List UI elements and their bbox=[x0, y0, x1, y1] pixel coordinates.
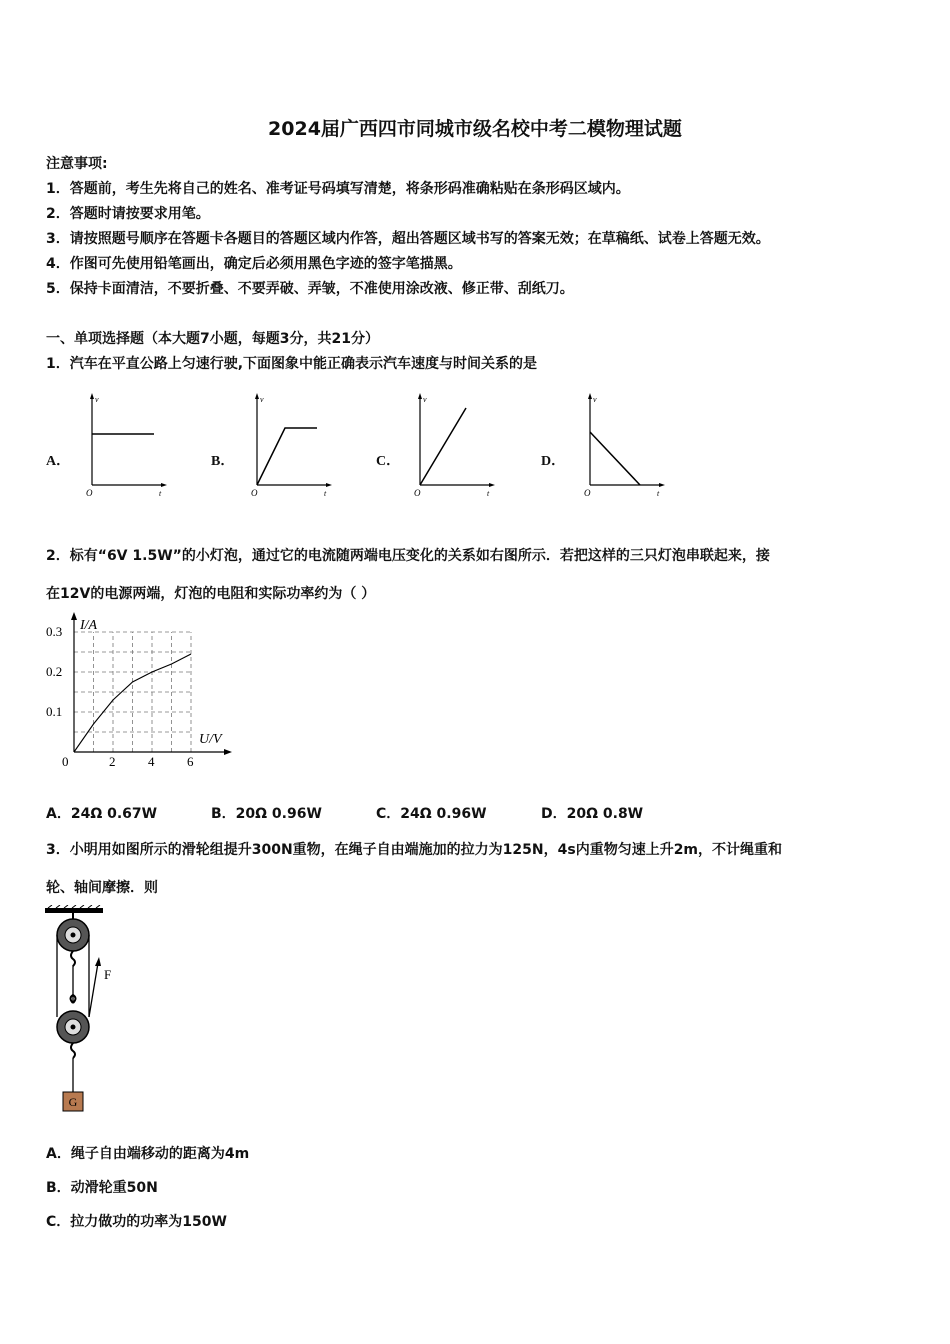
x-axis-arrow bbox=[224, 749, 232, 755]
chart-grid bbox=[74, 632, 191, 752]
notice-item: 2．答题时请按要求用笔。 bbox=[46, 206, 210, 222]
q1-graph-a bbox=[80, 390, 170, 502]
notice-item: 5．保持卡面清洁，不要折叠、不要弄破、弄皱，不准使用涂改液、修正带、刮纸刀。 bbox=[46, 281, 574, 297]
force-label: F bbox=[104, 967, 112, 982]
q3-pulley-diagram bbox=[40, 905, 130, 1117]
y-tick-label: 0.2 bbox=[46, 664, 63, 679]
y-tick-label: 0.1 bbox=[46, 704, 63, 719]
notice-item: 3．请按照题号顺序在答题卡各题目的答题区域内作答，超出答题区域书写的答案无效；在草稿纸、试卷上答题无效。 bbox=[46, 231, 770, 247]
q1-option-a-label: A． bbox=[46, 454, 71, 469]
x-tick-label: 0 bbox=[62, 754, 69, 769]
axis-label-t: t bbox=[657, 489, 660, 498]
axis-origin: O bbox=[584, 488, 591, 498]
axis-label-t: t bbox=[324, 489, 327, 498]
fixed-pulley bbox=[57, 919, 89, 951]
weight-label: G bbox=[68, 1095, 78, 1109]
q1-graph-d bbox=[578, 390, 668, 502]
q2-stem-line1: 2．标有“6V 1.5W”的小灯泡，通过它的电流随两端电压变化的关系如右图所示．若把这样的三只灯泡串联起来，接 bbox=[46, 548, 770, 564]
q2-option-b: B．20Ω 0.96W bbox=[211, 806, 322, 822]
q3-stem-line1: 3．小明用如图所示的滑轮组提升300N重物，在绳子自由端施加的拉力为125N，4s内重物匀速上升2m，不计绳重和 bbox=[46, 842, 783, 858]
x-axis-label: U/V bbox=[199, 732, 222, 747]
q1-graph-c bbox=[408, 390, 498, 502]
q3-stem-line2: 轮、轴间摩擦．则 bbox=[46, 880, 158, 896]
y-axis-label: I/A bbox=[80, 618, 98, 633]
q2-option-d: D．20Ω 0.8W bbox=[541, 806, 644, 822]
axis-label-v: v bbox=[95, 395, 99, 404]
axis-origin: O bbox=[86, 488, 93, 498]
q2-option-c: C．24Ω 0.96W bbox=[376, 806, 487, 822]
section-heading: 一、单项选择题（本大题7小题，每题3分，共21分） bbox=[46, 331, 379, 347]
x-tick-label: 4 bbox=[148, 754, 155, 769]
axis-origin: O bbox=[251, 488, 258, 498]
force-arrow bbox=[95, 957, 101, 966]
notice-heading: 注意事项: bbox=[46, 156, 108, 172]
ceiling bbox=[45, 908, 103, 913]
notice-item: 1．答题前，考生先将自己的姓名、准考证号码填写清楚，将条形码准确粘贴在条形码区域内。 bbox=[46, 181, 630, 197]
q1-option-d-label: D． bbox=[541, 454, 566, 469]
q2-stem-line2: 在12V的电源两端，灯泡的电阻和实际功率约为（ ） bbox=[46, 586, 376, 602]
page-title: 2024届广西四市同城市级名校中考二模物理试题 bbox=[268, 118, 682, 140]
q3-option-b: B．动滑轮重50N bbox=[46, 1180, 158, 1196]
axis-origin: O bbox=[414, 488, 421, 498]
axis-label-v: v bbox=[593, 395, 597, 404]
q3-option-c: C．拉力做功的功率为150W bbox=[46, 1214, 227, 1230]
axis-label-t: t bbox=[487, 489, 490, 498]
axis-label-v: v bbox=[423, 395, 427, 404]
movable-pulley bbox=[57, 1011, 89, 1043]
axis-label-v: v bbox=[260, 395, 264, 404]
y-axis-arrow bbox=[71, 612, 77, 620]
notice-item: 4．作图可先使用铅笔画出，确定后必须用黑色字迹的签字笔描黑。 bbox=[46, 256, 462, 272]
q3-option-a: A．绳子自由端移动的距离为4m bbox=[46, 1146, 250, 1162]
q2-option-a: A．24Ω 0.67W bbox=[46, 806, 158, 822]
q1-stem: 1．汽车在平直公路上匀速行驶,下面图象中能正确表示汽车速度与时间关系的是 bbox=[46, 356, 538, 372]
y-tick-label: 0.3 bbox=[46, 624, 63, 639]
free-rope bbox=[89, 963, 98, 1017]
q1-option-c-label: C． bbox=[376, 454, 401, 469]
q2-iu-chart bbox=[30, 610, 240, 775]
q1-graph-b bbox=[245, 390, 335, 502]
axis-label-t: t bbox=[159, 489, 162, 498]
q1-option-b-label: B． bbox=[211, 454, 235, 469]
x-tick-label: 2 bbox=[109, 754, 116, 769]
x-tick-label: 6 bbox=[187, 754, 194, 769]
